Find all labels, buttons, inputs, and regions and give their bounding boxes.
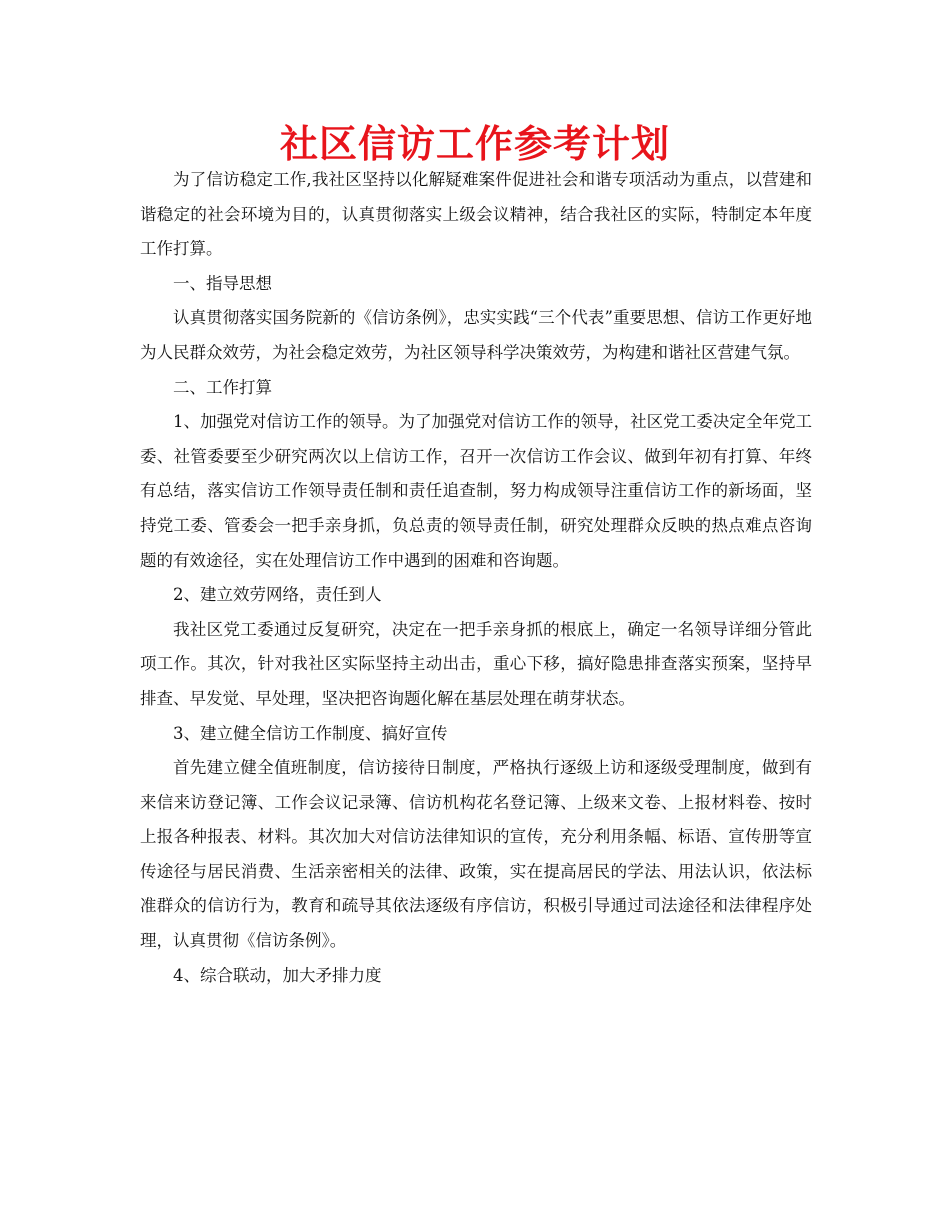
subheading-item-3: 3、建立健全信访工作制度、搞好宣传 [173,723,448,743]
paragraph-item-2: 我社区党工委通过反复研究，决定在一把手亲身抓的根底上，确定一名领导详细分管此项工作。其次，针对我社区实际坚持主动出击，重心下移，搞好隐患排查落实预案，坚持早排查、早发觉、早处理，坚决把咨询题化解在基层处理在萌芽状态。 [140,619,812,708]
subheading-item-2: 2、建立效劳网络，责任到人 [173,585,382,605]
section-heading-work-plan: 二、工作打算 [173,377,272,397]
section-heading-guiding-thought: 一、指导思想 [173,273,272,293]
paragraph-intro: 为了信访稳定工作,我社区坚持以化解疑难案件促进社会和谐专项活动为重点，以营建和谐稳定的社会环境为目的，认真贯彻落实上级会议精神，结合我社区的实际，特制定本年度工作打算。 [140,170,812,259]
document-title: 社区信访工作参考计划 [279,122,670,166]
document-body [140,163,812,993]
paragraph-item-1: 1、加强党对信访工作的领导。为了加强党对信访工作的领导，社区党工委决定全年党工委、社管委要至少研究两次以上信访工作，召开一次信访工作会议、做到年初有打算、年终有总结，落实信访工作领导责任制和责任追查制，努力构成领导注重信访工作的新场面，坚持党工委、管委会一把手亲身抓，负总责的领导责任制，研究处理群众反映的热点难点咨询题的有效途径，实在处理信访工作中遇到的困难和咨询题。 [140,412,812,570]
subheading-item-4: 4、综合联动，加大矛排力度 [173,965,382,985]
paragraph-guiding-thought: 认真贯彻落实国务院新的《信访条例》，忠实实践“三个代表”重要思想、信访工作更好地为人民群众效劳，为社会稳定效劳，为社区领导科学决策效劳，为构建和谐社区营建气氛。 [140,308,812,362]
paragraph-item-3: 首先建立健全值班制度，信访接待日制度，严格执行逐级上访和逐级受理制度，做到有来信来访登记簿、工作会议记录簿、信访机构花名登记簿、上级来文卷、上报材料卷、按时上报各种报表、材料。其次加大对信访法律知识的宣传，充分利用条幅、标语、宣传册等宣传途径与居民消费、生活亲密相关的法律、政策，实在提高居民的学法、用法认识，依法标准群众的信访行为，教育和疏导其依法逐级有序信访，积极引导通过司法途径和法律程序处理，认真贯彻《信访条例》。 [140,758,812,951]
